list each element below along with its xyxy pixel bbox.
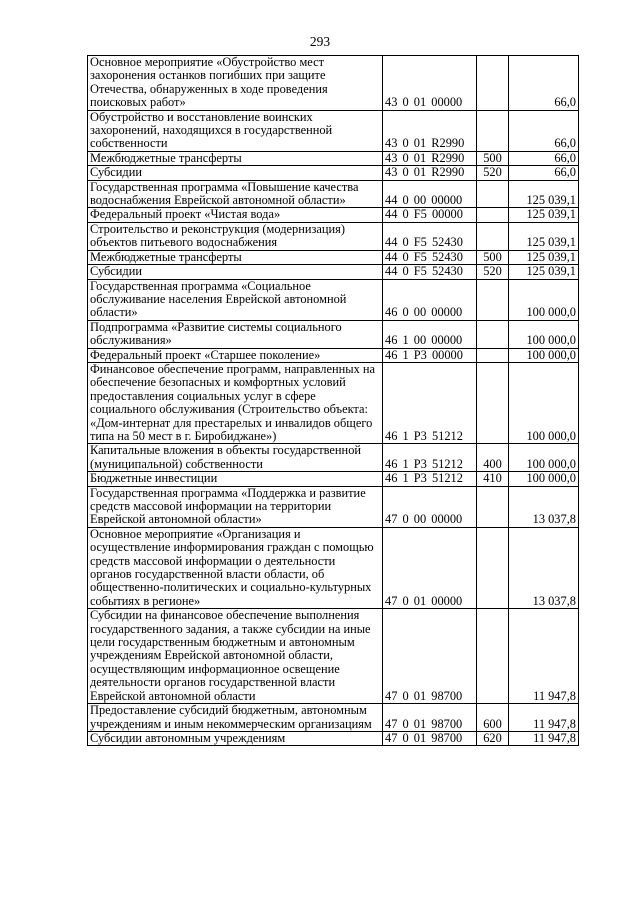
row-sum-cell: 66,0: [509, 151, 579, 165]
row-expense-type-cell: 520: [477, 166, 509, 180]
table-row: [88, 265, 579, 279]
table-row: [88, 110, 579, 151]
table-row: [88, 527, 579, 608]
row-name-cell: Межбюджетные трансферты: [88, 250, 383, 264]
budget-table: [87, 55, 579, 746]
row-name-cell: Капитальные вложения в объекты государственной (муниципальной) собственности: [88, 444, 383, 472]
row-expense-type-cell: [477, 609, 509, 704]
row-expense-type-cell: [477, 320, 509, 348]
table-row: [88, 320, 579, 348]
row-code-cell: 44 0 F5 52430: [383, 265, 477, 279]
row-code-cell: 43 0 01 R2990: [383, 166, 477, 180]
page-number: 293: [309, 34, 331, 49]
table-row: [88, 180, 579, 208]
row-name-cell: Основное мероприятие «Организация и осуществление информирования граждан с помощью средств массовой информации о деятельности органов государственной власти области, об общественно-политических и социально-культурных событиях в регионе»: [88, 527, 383, 608]
table-row: [88, 151, 579, 165]
table-row: [88, 486, 579, 527]
row-expense-type-cell: [477, 180, 509, 208]
table-row: [88, 208, 579, 222]
row-expense-type-cell: [477, 208, 509, 222]
row-name-cell: Субсидии на финансовое обеспечение выполнения государственного задания, а также субсидии на иные цели государственным бюджетным и автономным учреждениям Еврейской автономной области, осуществляющим информационное освещение деятельности органов государственной власти Еврейской автономной области: [88, 609, 383, 704]
table-row: [88, 704, 579, 732]
row-sum-cell: 13 037,8: [509, 486, 579, 527]
row-expense-type-cell: 500: [477, 151, 509, 165]
row-code-cell: 46 1 P3 00000: [383, 348, 477, 362]
row-expense-type-cell: [477, 348, 509, 362]
row-expense-type-cell: 520: [477, 265, 509, 279]
table-row: [88, 609, 579, 704]
table-row: [88, 472, 579, 486]
row-code-cell: 44 0 00 00000: [383, 180, 477, 208]
row-name-cell: Субсидии: [88, 265, 383, 279]
row-sum-cell: 11 947,8: [509, 609, 579, 704]
row-expense-type-cell: [477, 222, 509, 250]
row-code-cell: 46 1 00 00000: [383, 320, 477, 348]
row-sum-cell: 100 000,0: [509, 362, 579, 443]
row-sum-cell: 100 000,0: [509, 444, 579, 472]
row-code-cell: 46 1 P3 51212: [383, 444, 477, 472]
row-code-cell: 43 0 01 00000: [383, 56, 477, 111]
row-name-cell: Основное мероприятие «Обустройство мест захоронения останков погибших при защите Отечества, обнаруженных в ходе проведения поисковых работ»: [88, 56, 383, 111]
table-row: [88, 731, 579, 745]
row-sum-cell: 125 039,1: [509, 222, 579, 250]
row-sum-cell: 125 039,1: [509, 250, 579, 264]
row-sum-cell: 11 947,8: [509, 704, 579, 732]
table-row: [88, 250, 579, 264]
budget-table-body: [88, 56, 579, 746]
row-sum-cell: 100 000,0: [509, 348, 579, 362]
row-name-cell: Государственная программа «Повышение качества водоснабжения Еврейской автономной области»: [88, 180, 383, 208]
row-name-cell: Предоставление субсидий бюджетным, автономным учреждениям и иным некоммерческим организациям: [88, 704, 383, 732]
row-name-cell: Федеральный проект «Старшее поколение»: [88, 348, 383, 362]
table-row: [88, 56, 579, 111]
table-row: [88, 444, 579, 472]
row-expense-type-cell: [477, 486, 509, 527]
row-code-cell: 47 0 01 00000: [383, 527, 477, 608]
row-sum-cell: 11 947,8: [509, 731, 579, 745]
row-expense-type-cell: [477, 362, 509, 443]
row-code-cell: 47 0 01 98700: [383, 704, 477, 732]
row-code-cell: 46 1 P3 51212: [383, 472, 477, 486]
row-code-cell: 43 0 01 R2990: [383, 110, 477, 151]
row-sum-cell: 100 000,0: [509, 320, 579, 348]
row-name-cell: Государственная программа «Поддержка и развитие средств массовой информации на территории Еврейской автономной области»: [88, 486, 383, 527]
row-expense-type-cell: [477, 110, 509, 151]
row-sum-cell: 125 039,1: [509, 265, 579, 279]
row-sum-cell: 125 039,1: [509, 180, 579, 208]
row-name-cell: Обустройство и восстановление воинских захоронений, находящихся в государственной собственности: [88, 110, 383, 151]
row-sum-cell: 125 039,1: [509, 208, 579, 222]
row-expense-type-cell: [477, 279, 509, 320]
row-code-cell: 47 0 00 00000: [383, 486, 477, 527]
row-name-cell: Субсидии: [88, 166, 383, 180]
row-expense-type-cell: 600: [477, 704, 509, 732]
row-code-cell: 44 0 F5 52430: [383, 222, 477, 250]
row-sum-cell: 66,0: [509, 110, 579, 151]
row-code-cell: 43 0 01 R2990: [383, 151, 477, 165]
row-code-cell: 44 0 F5 52430: [383, 250, 477, 264]
row-name-cell: Подпрограмма «Развитие системы социального обслуживания»: [88, 320, 383, 348]
row-sum-cell: 13 037,8: [509, 527, 579, 608]
row-name-cell: Субсидии автономным учреждениям: [88, 731, 383, 745]
row-sum-cell: 100 000,0: [509, 472, 579, 486]
table-row: [88, 279, 579, 320]
row-expense-type-cell: 500: [477, 250, 509, 264]
row-sum-cell: 66,0: [509, 56, 579, 111]
table-row: [88, 166, 579, 180]
row-name-cell: Строительство и реконструкция (модернизация) объектов питьевого водоснабжения: [88, 222, 383, 250]
row-sum-cell: 100 000,0: [509, 279, 579, 320]
row-name-cell: Финансовое обеспечение программ, направленных на обеспечение безопасных и комфортных условий предоставления социальных услуг в сфере социального обслуживания (Строительство объекта: «Дом-интернат для престарелых и инвалидов общего типа на 50 мест в г. Биробиджане»): [88, 362, 383, 443]
row-code-cell: 44 0 F5 00000: [383, 208, 477, 222]
row-name-cell: Межбюджетные трансферты: [88, 151, 383, 165]
table-row: [88, 362, 579, 443]
row-name-cell: Бюджетные инвестиции: [88, 472, 383, 486]
row-expense-type-cell: 400: [477, 444, 509, 472]
row-expense-type-cell: [477, 56, 509, 111]
row-expense-type-cell: 620: [477, 731, 509, 745]
row-code-cell: 46 1 P3 51212: [383, 362, 477, 443]
row-code-cell: 47 0 01 98700: [383, 731, 477, 745]
row-name-cell: Федеральный проект «Чистая вода»: [88, 208, 383, 222]
table-row: [88, 348, 579, 362]
row-code-cell: 47 0 01 98700: [383, 609, 477, 704]
row-expense-type-cell: [477, 527, 509, 608]
row-code-cell: 46 0 00 00000: [383, 279, 477, 320]
table-row: [88, 222, 579, 250]
row-name-cell: Государственная программа «Социальное обслуживание населения Еврейской автономной области»: [88, 279, 383, 320]
row-expense-type-cell: 410: [477, 472, 509, 486]
row-sum-cell: 66,0: [509, 166, 579, 180]
